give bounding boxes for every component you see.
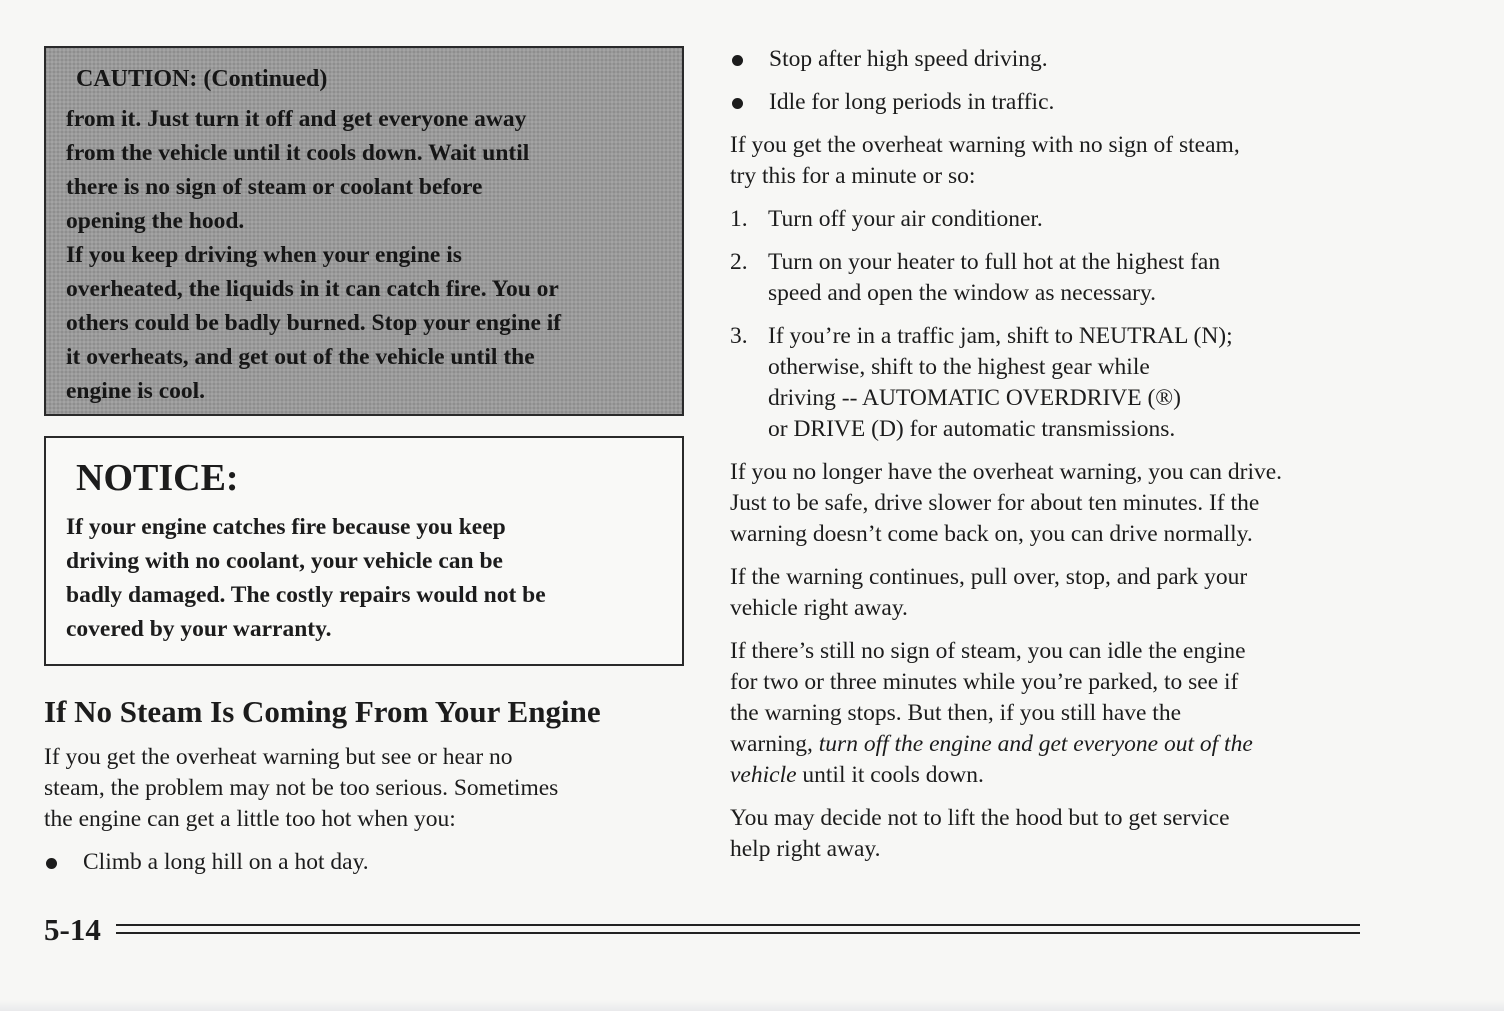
step-line: driving -- AUTOMATIC OVERDRIVE (®) — [768, 385, 1181, 411]
notice-box — [44, 436, 684, 666]
step-number: 1. — [730, 206, 748, 232]
para-line: warning doesn’t come back on, you can drive normally. — [730, 521, 1253, 547]
intro-line: the engine can get a little too hot when you: — [44, 806, 456, 832]
para-line: help right away. — [730, 836, 881, 862]
bullet-list-right — [730, 44, 1380, 118]
para-line: the warning stops. But then, if you still have the — [730, 700, 1182, 726]
bullet-text: Climb a long hill on a hot day. — [83, 849, 369, 875]
para-line: until it cools down. — [796, 762, 984, 788]
para-line: You may decide not to lift the hood but to get service — [730, 805, 1230, 831]
caution-line: If you keep driving when your engine is — [66, 242, 462, 268]
caution-line: overheated, the liquids in it can catch fire. You or — [66, 276, 559, 302]
notice-title: NOTICE: — [76, 457, 239, 499]
step-item — [730, 247, 1380, 309]
step-line: Turn off your air conditioner. — [768, 206, 1043, 232]
page-number: 5-14 — [44, 912, 101, 947]
bullet-list-left — [44, 847, 684, 890]
right-column — [730, 44, 1380, 877]
step-line: otherwise, shift to the highest gear while — [768, 354, 1150, 380]
emphasis-text: vehicle — [730, 762, 797, 788]
step-number: 2. — [730, 249, 748, 275]
caution-line: opening the hood. — [66, 208, 245, 234]
caution-line: from the vehicle until it cools down. Wait until — [66, 140, 530, 166]
intro-paragraph — [44, 742, 684, 835]
page-footer — [44, 910, 1360, 950]
notice-body — [66, 510, 664, 646]
bullet-text: Stop after high speed driving. — [769, 46, 1048, 72]
intro-line: steam, the problem may not be too serious. Sometimes — [44, 775, 559, 801]
notice-line: badly damaged. The costly repairs would not be — [66, 582, 546, 608]
still-no-steam-paragraph — [730, 636, 1380, 791]
page-edge — [0, 1000, 1504, 1011]
step-text — [768, 204, 1043, 235]
step-line: or DRIVE (D) for automatic transmissions. — [768, 416, 1176, 442]
steps-list — [730, 204, 1380, 445]
caution-line: there is no sign of steam or coolant before — [66, 174, 483, 200]
para-line: If there’s still no sign of steam, you can idle the engine — [730, 638, 1246, 664]
step-text — [768, 247, 1220, 309]
step-line: speed and open the window as necessary. — [768, 280, 1157, 306]
list-item — [730, 87, 1380, 118]
continues-paragraph — [730, 562, 1380, 624]
para-line: Just to be safe, drive slower for about ten minutes. If the — [730, 490, 1260, 516]
section-heading: If No Steam Is Coming From Your Engine — [44, 694, 601, 729]
bullet-icon — [46, 858, 57, 869]
no-longer-paragraph — [730, 457, 1380, 550]
notice-line: covered by your warranty. — [66, 616, 332, 642]
caution-line: others could be badly burned. Stop your engine if — [66, 310, 562, 336]
para-line: vehicle right away. — [730, 595, 908, 621]
caution-body — [66, 102, 664, 408]
caution-title: CAUTION: (Continued) — [76, 66, 328, 92]
para-line: try this for a minute or so: — [730, 163, 976, 189]
notice-line: driving with no coolant, your vehicle can be — [66, 548, 503, 574]
step-line: If you’re in a traffic jam, shift to NEUTRAL (N); — [768, 323, 1233, 349]
caution-box — [44, 46, 684, 416]
list-item — [730, 44, 1380, 75]
para-line: If you get the overheat warning with no sign of steam, — [730, 132, 1240, 158]
list-item — [44, 847, 684, 878]
footer-rule — [116, 932, 1360, 934]
intro-line: If you get the overheat warning but see or hear no — [44, 744, 513, 770]
service-paragraph — [730, 803, 1380, 865]
caution-line: from it. Just turn it off and get everyone away — [66, 106, 527, 132]
step-number: 3. — [730, 323, 748, 349]
bullet-text: Idle for long periods in traffic. — [769, 89, 1055, 115]
try-paragraph — [730, 130, 1380, 192]
para-line: If you no longer have the overheat warning, you can drive. — [730, 459, 1283, 485]
step-item — [730, 321, 1380, 445]
para-line: for two or three minutes while you’re parked, to see if — [730, 669, 1239, 695]
emphasis-text: turn off the engine and get everyone out of the — [818, 731, 1253, 757]
footer-rule — [116, 924, 1360, 926]
notice-line: If your engine catches fire because you keep — [66, 514, 506, 540]
caution-line: it overheats, and get out of the vehicle until the — [66, 344, 535, 370]
para-line: warning, — [730, 731, 819, 757]
bullet-icon — [732, 55, 743, 66]
bullet-icon — [732, 98, 743, 109]
step-line: Turn on your heater to full hot at the highest fan — [768, 249, 1221, 275]
para-line: If the warning continues, pull over, stop, and park your — [730, 564, 1248, 590]
step-text — [768, 321, 1233, 445]
step-item — [730, 204, 1380, 235]
caution-line: engine is cool. — [66, 378, 206, 404]
